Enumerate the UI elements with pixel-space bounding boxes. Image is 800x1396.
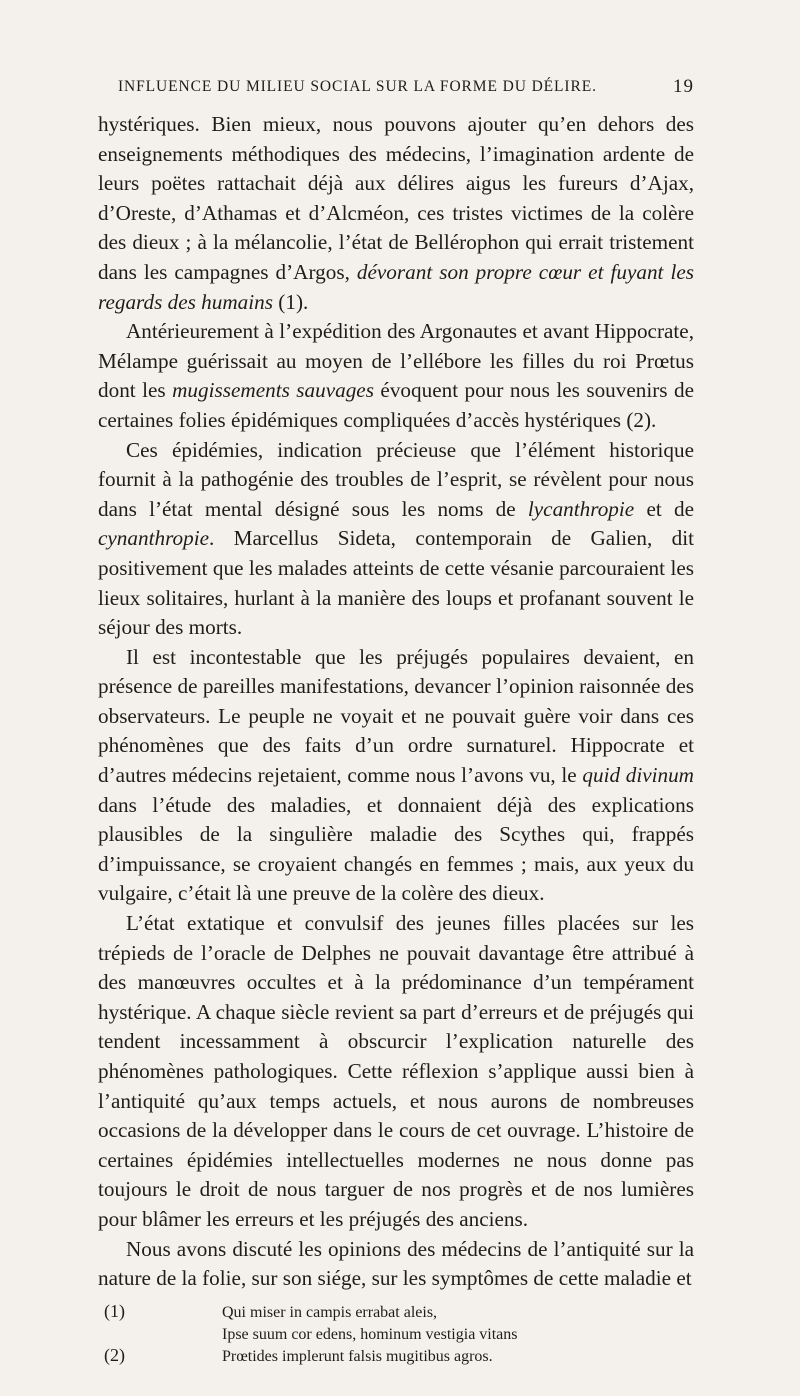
text-run: (1).	[273, 289, 309, 314]
footnote-mark: (2)	[104, 1345, 125, 1365]
body-paragraph	[98, 643, 694, 909]
footnotes	[104, 1302, 694, 1368]
italic-text: mugissements sauvages	[172, 378, 374, 403]
footnote-mark: (1)	[104, 1301, 125, 1321]
text-run: L’état extatique et convulsif des jeunes filles placées sur les trépieds de l’oracle de Delphes ne pouvait davantage être attribué à des manœuvres occultes et à la prédominance d’un tempérament hystérique. A chaque siècle revient sa part d’erreurs et de préjugés qui tendent incessamment à obscurcir l’explication naturelle des phénomènes pathologiques. Cette réflexion s’applique aussi bien à l’antiquité qu’aux temps actuels, et nous aurons de nombreuses occasions de la développer dans le cours de cet ouvrage. L’histoire de certaines épidémies intellectuelles modernes ne nous donne pas toujours le droit de nous targuer de nos progrès et de nos lumières pour blâmer les erreurs et les préjugés des anciens.	[98, 911, 694, 1231]
page-number: 19	[673, 76, 694, 97]
text-run: dans l’étude des maladies, et donnaient déjà des explications plausibles de la singulière maladie des Scythes qui, frappés d’impuissance, se croyaient changés en femmes ; mais, aux yeux du vulgaire, c’était là une preuve de la colère des dieux.	[98, 792, 694, 906]
running-header	[104, 78, 694, 108]
footnote-text: Qui miser in campis errabat aleis,	[222, 1304, 438, 1321]
body-paragraph	[98, 110, 694, 317]
text-run: évoquent pour nous les souvenirs de certaines folies épidémiques compliquées d’accès hystériques (2).	[98, 378, 694, 432]
text-run: hystériques. Bien mieux, nous pouvons ajouter qu’en dehors des enseignements méthodiques des médecins, l’imagination ardente de leurs poëtes rattachait déjà aux délires aigus les fureurs d’Ajax, d’Oreste, d’Athamas et d’Alcméon, ces tristes victimes de la colère des dieux ; à la mélancolie, l’état de Bellérophon qui errait tristement dans les campagnes d’Argos,	[98, 112, 694, 284]
italic-text: cynanthropie	[98, 526, 210, 551]
italic-text: quid divinum	[582, 763, 694, 788]
body-paragraph	[98, 909, 694, 1235]
body-paragraph	[98, 1235, 694, 1294]
footnote-line	[104, 1302, 694, 1324]
text-run: et de	[634, 496, 694, 521]
italic-text: lycanthropie	[527, 496, 635, 521]
text-run: Ces épidémies, indication précieuse que l’élément historique fournit à la pathogénie des troubles de l’esprit, se révèlent pour nous dans l’état mental désigné sous les noms de	[98, 437, 694, 521]
text-run: Nous avons discuté les opinions des médecins de l’antiquité sur la nature de la folie, sur son siége, sur les symptômes de cette maladie et	[98, 1236, 694, 1291]
text-run: Il est incontestable que les préjugés populaires devaient, en présence de pareilles manifestations, devancer l’opinion raisonnée des observateurs. Le peuple ne voyait et ne pouvait guère voir dans ces phénomènes que des faits d’un ordre surnaturel. Hippocrate et d’autres médecins rejetaient, comme nous l’avons vu, le	[98, 644, 694, 788]
body-paragraph	[98, 317, 694, 435]
footnote-line	[104, 1324, 694, 1346]
body-paragraph	[98, 436, 694, 643]
running-title: INFLUENCE DU MILIEU SOCIAL SUR LA FORME DU DÉLIRE.	[118, 78, 597, 95]
text-run: . Marcellus Sideta, contemporain de Galien, dit positivement que les malades atteints de cette vésanie parcouraient les lieux solitaires, hurlant à la manière des loups et profanant souvent le séjour des morts.	[98, 526, 694, 640]
italic-text: dévorant son propre cœur et fuyant les regards des humains	[98, 259, 694, 314]
footnote-text: Prœtides implerunt falsis mugitibus agros.	[222, 1348, 493, 1365]
text-run: Antérieurement à l’expédition des Argonautes et avant Hippocrate, Mélampe guérissait au moyen de l’ellébore les filles du roi Prœtus dont les	[98, 319, 694, 403]
footnote-text: Ipse suum cor edens, hominum vestigia vitans	[222, 1326, 518, 1343]
footnote-line	[104, 1346, 694, 1368]
body-text	[98, 110, 694, 1294]
